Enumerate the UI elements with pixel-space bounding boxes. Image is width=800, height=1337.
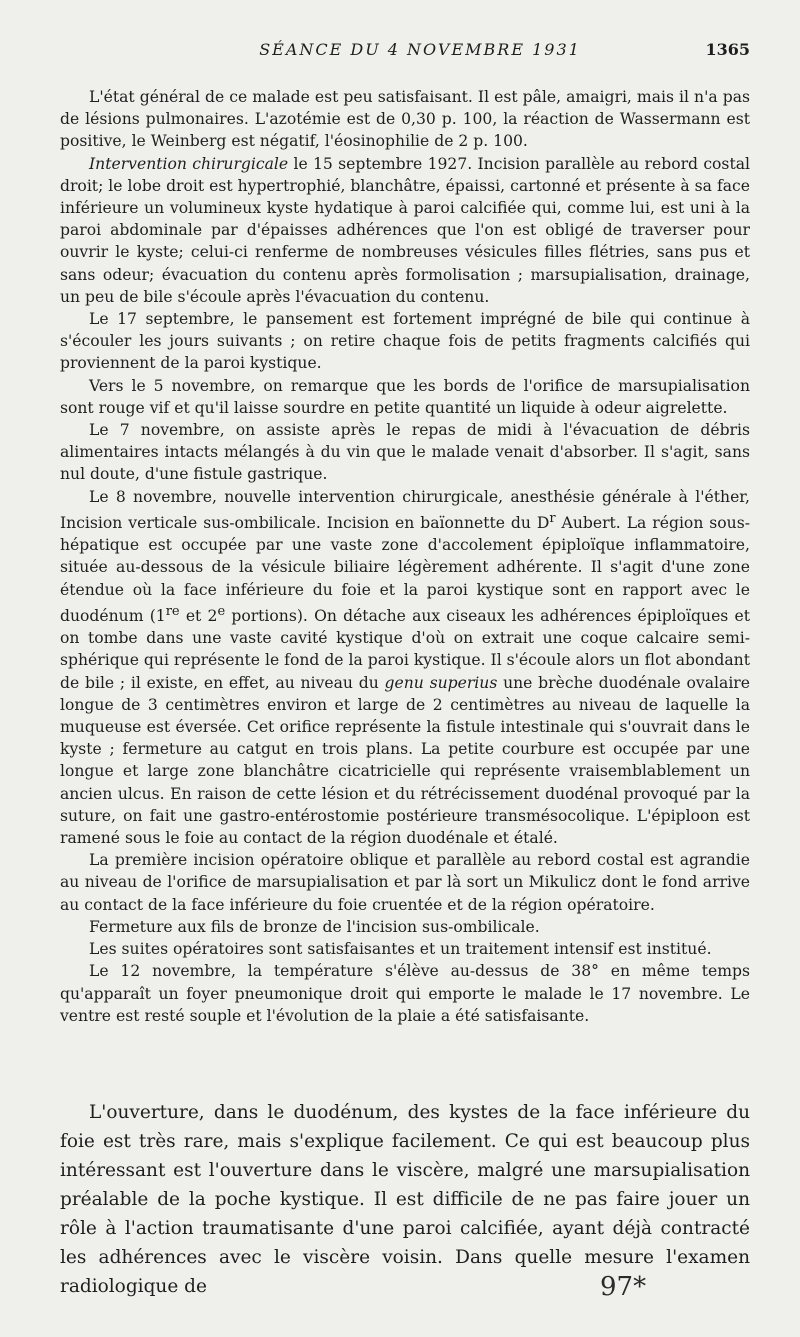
paragraph-text: portions). On détache aux ciseaux les adhérences épiploïques et on tombe dans une vaste cavité kystique d'où on extrait une coque calcaire semi-sphérique qui représente le fond de la paroi kystique. Il s'écoule alors un flot abondant de bile ; il existe, en effet, au niveau du <box>60 607 750 692</box>
paragraph: L'ouverture, dans le duodénum, des kystes de la face inférieure du foie est très rare, mais s'explique facilement. Ce qui est beaucoup plus intéressant est l'ouverture dans le viscère, malgré une marsupialisation préalable de la poche kystique. Il est difficile de ne pas faire jouer un rôle à l'action traumatisante d'une paroi calcifiée, ayant déjà contracté les adhérences avec le viscère voisin. Dans quelle mesure l'examen radiologique de <box>60 1102 750 1297</box>
superscript: e <box>217 603 226 619</box>
paragraph-text: Le 8 novembre, nouvelle intervention chirurgicale, anesthésie générale à l'éther, Incision verticale sus-ombilicale. Incision en baïonnette du D <box>60 487 750 533</box>
paragraph: L'état général de ce malade est peu satisfaisant. Il est pâle, amaigri, mais il n'a pas de lésions pulmonaires. L'azotémie est de 0,30 p. 100, la réaction de Wassermann est positive, le Weinberg est négatif, l'éosinophilie de 2 p. 100. <box>60 88 750 151</box>
italic-phrase: genu superius <box>384 673 498 692</box>
case-report <box>60 86 750 1027</box>
superscript: r <box>549 510 556 526</box>
paragraph <box>60 153 750 308</box>
paragraph: Les suites opératoires sont satisfaisantes et un traitement intensif est institué. <box>89 940 712 959</box>
paragraph: Le 7 novembre, on assiste après le repas de midi à l'évacuation de débris alimentaires intacts mélangés à du vin que le malade venait d'absorber. Il s'agit, sans nul doute, d'une fistule gastrique. <box>60 421 750 484</box>
paragraph: Le 12 novembre, la température s'élève au-dessus de 38° en même temps qu'apparaît un foyer pneumonique droit qui emporte le malade le 17 novembre. Le ventre est resté souple et l'évolution de la plaie a été satisfaisante. <box>60 962 750 1025</box>
paragraph: Vers le 5 novembre, on remarque que les bords de l'orifice de marsupialisation sont rouge vif et qu'il laisse sourdre en petite quantité un liquide à odeur aigrelette. <box>60 376 750 417</box>
page-header <box>90 40 750 66</box>
paragraph-text: le 15 septembre 1927. Incision parallèle au rebord costal droit; le lobe droit est hypertrophié, blanchâtre, épaissi, cartonné et présente à sa face inférieure un volumineux kyste hydatique à paroi calcifiée qui, comme lui, est uni à la paroi abdominale par d'épaisses adhérences que l'on est obligé de traverser pour ouvrir le kyste; celui-ci renferme de nombreuses vésicules filles flétries, sans pus et sans odeur; évacuation du contenu après formolisation ; marsupialisation, drainage, un peu de bile s'écoule après l'évacuation du contenu. <box>60 154 750 306</box>
discussion-text <box>60 1098 750 1301</box>
signature-mark: 97* <box>600 1272 647 1302</box>
paragraph: Fermeture aux fils de bronze de l'incision sus-ombilicale. <box>89 917 540 936</box>
running-head: SÉANCE DU 4 NOVEMBRE 1931 <box>259 40 581 59</box>
superscript: re <box>165 603 180 619</box>
paragraph <box>60 486 750 850</box>
page-number: 1365 <box>705 40 750 59</box>
paragraph-text: et 2 <box>179 607 218 626</box>
italic-phrase: Intervention chirurgicale <box>89 154 289 173</box>
paragraph-text: Aubert. La région sous-hépatique est occupée par une vaste zone d'accolement épiploïque inflammatoire, située au-dessous de la vésicule biliaire légèrement adhérente. Il s'agit d'une zone étendue où la face inférieure du foie et la paroi kystique sont en rapport avec le duodénum (1 <box>60 514 750 626</box>
paragraph: Le 17 septembre, le pansement est fortement imprégné de bile qui continue à s'écouler les jours suivants ; on retire chaque fois de petits fragments calcifiés qui proviennent de la paroi kystique. <box>60 310 750 373</box>
paragraph: La première incision opératoire oblique et parallèle au rebord costal est agrandie au niveau de l'orifice de marsupialisation et par là sort un Mikulicz dont le fond arrive au contact de la face inférieure du foie cruentée et de la région opératoire. <box>60 851 750 914</box>
paragraph-text: une brèche duodénale ovalaire longue de 3 centimètres environ et large de 2 centimètres au niveau de laquelle la muqueuse est éversée. Cet orifice représente la fistule intestinale qui s'ouvrait dans le kyste ; fermeture au catgut en trois plans. La petite courbure est occupée par une longue et large zone blanchâtre cicatricielle qui représente vraisemblablement un ancien ulcus. En raison de cette lésion et du rétrécissement duodénal provoqué par la suture, on fait une gastro-entérostomie postérieure transmésocolique. L'épiploon est ramené sous le foie au contact de la région duodénale et étalé. <box>60 673 750 848</box>
